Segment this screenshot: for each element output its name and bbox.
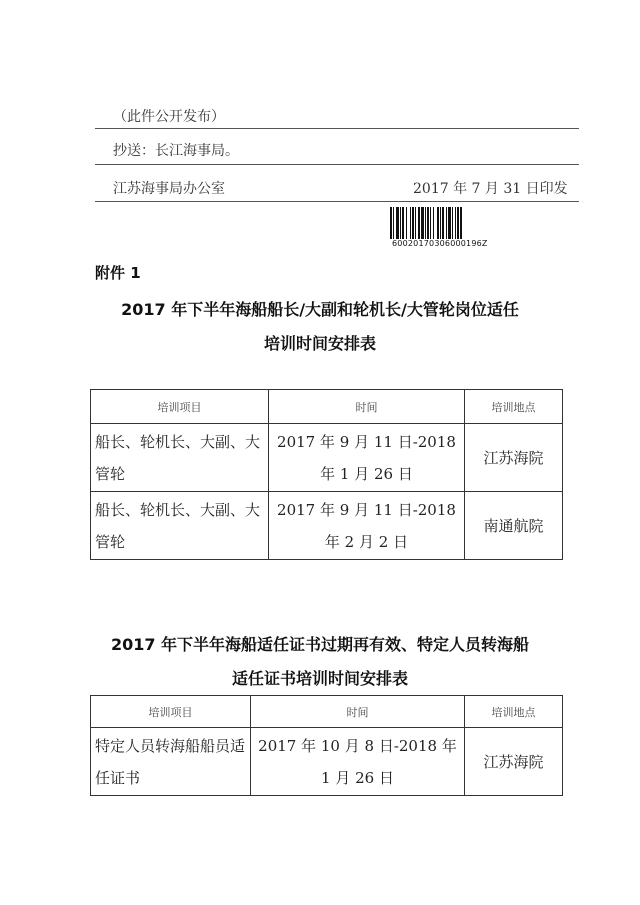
schedule-table-1	[90, 389, 563, 560]
header-cell-time: 时间	[269, 390, 465, 424]
header-cell-place: 培训地点	[465, 390, 563, 424]
header-cell-item: 培训项目	[91, 390, 269, 424]
schedule-table-2	[90, 695, 563, 796]
training-item-cell: 船长、轮机长、大副、大管轮	[91, 492, 269, 560]
issuer: 江苏海事局办公室	[113, 181, 225, 197]
training-time-cell: 2017 年 9 月 11 日-2018 年 2 月 2 日	[269, 492, 465, 560]
training-time-cell: 2017 年 9 月 11 日-2018 年 1 月 26 日	[269, 424, 465, 492]
training-time-cell: 2017 年 10 月 8 日-2018 年 1 月 26 日	[251, 728, 465, 796]
table2-title-line1: 2017 年下半年海船适任证书过期再有效、特定人员转海船	[110, 635, 530, 654]
print-date: 2017 年 7 月 31 日印发	[413, 181, 568, 197]
table2-title-line2: 适任证书培训时间安排表	[231, 669, 408, 688]
training-item-cell: 特定人员转海船船员适任证书	[91, 728, 251, 796]
training-place-cell: 南通航院	[465, 492, 563, 560]
divider	[95, 164, 579, 165]
attachment-label: 附件 1	[95, 264, 141, 282]
cc-line: 抄送：长江海事局。	[113, 143, 239, 159]
header-cell-time: 时间	[251, 696, 465, 728]
barcode-number: 60020170306000196Z	[392, 239, 488, 248]
table-row	[91, 728, 563, 796]
divider	[95, 128, 579, 129]
training-item-cell: 船长、轮机长、大副、大管轮	[91, 424, 269, 492]
table-header-row	[91, 696, 563, 728]
table-row	[91, 424, 563, 492]
table-header-row	[91, 390, 563, 424]
barcode	[390, 207, 512, 239]
training-place-cell: 江苏海院	[465, 728, 563, 796]
table1-title-line2: 培训时间安排表	[263, 334, 376, 353]
header-cell-place: 培训地点	[465, 696, 563, 728]
table-row	[91, 492, 563, 560]
training-place-cell: 江苏海院	[465, 424, 563, 492]
header-cell-item: 培训项目	[91, 696, 251, 728]
public-release-note: （此件公开发布）	[113, 109, 225, 125]
table1-title-line1: 2017 年下半年海船船长/大副和轮机长/大管轮岗位适任	[121, 300, 519, 319]
divider	[95, 201, 579, 202]
